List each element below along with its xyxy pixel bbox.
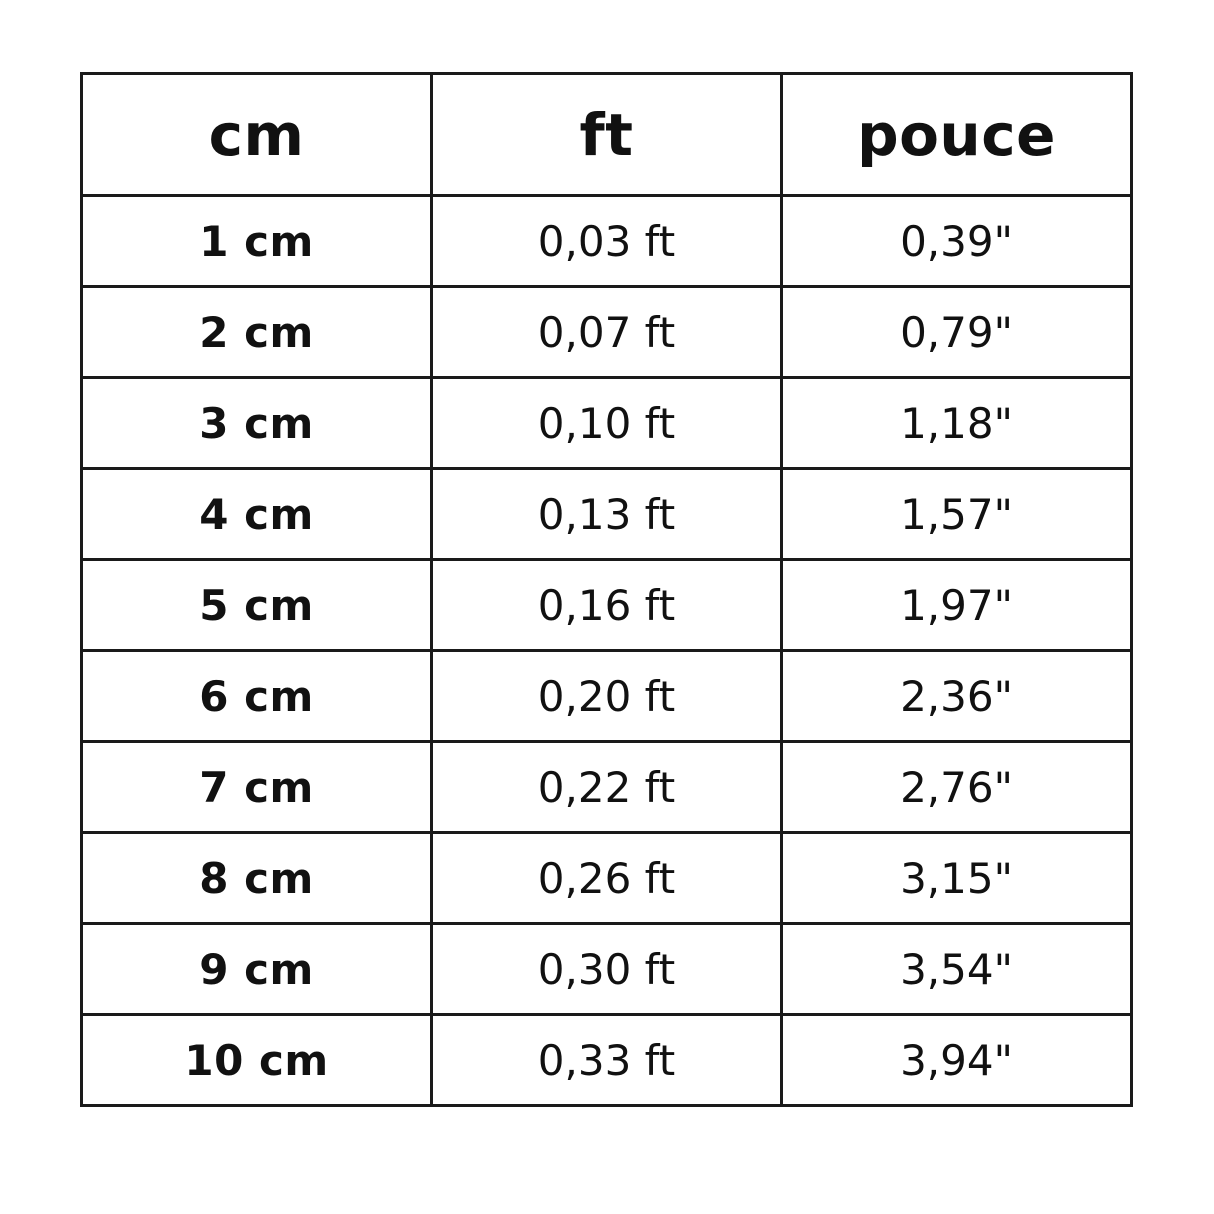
cell-ft: 0,26 ft (432, 833, 782, 924)
table-header (82, 74, 1132, 196)
cell-ft: 0,03 ft (432, 196, 782, 287)
cell-cm: 1 cm (82, 196, 432, 287)
cell-cm: 8 cm (82, 833, 432, 924)
cell-ft: 0,13 ft (432, 469, 782, 560)
header-row (82, 74, 1132, 196)
table-row (82, 196, 1132, 287)
cell-cm: 7 cm (82, 742, 432, 833)
cell-ft: 0,30 ft (432, 924, 782, 1015)
table-row (82, 378, 1132, 469)
cell-pouce: 0,79" (782, 287, 1132, 378)
cell-cm: 6 cm (82, 651, 432, 742)
cell-pouce: 2,76" (782, 742, 1132, 833)
cell-cm: 4 cm (82, 469, 432, 560)
conversion-table (80, 72, 1133, 1107)
column-header-pouce: pouce (782, 74, 1132, 196)
cell-ft: 0,16 ft (432, 560, 782, 651)
cell-pouce: 1,97" (782, 560, 1132, 651)
table-row (82, 924, 1132, 1015)
cell-cm: 5 cm (82, 560, 432, 651)
cell-ft: 0,07 ft (432, 287, 782, 378)
table-row (82, 469, 1132, 560)
cell-ft: 0,10 ft (432, 378, 782, 469)
table-row (82, 742, 1132, 833)
cell-pouce: 1,57" (782, 469, 1132, 560)
cell-pouce: 3,94" (782, 1015, 1132, 1106)
table-row (82, 560, 1132, 651)
table-row (82, 287, 1132, 378)
cell-pouce: 0,39" (782, 196, 1132, 287)
cell-cm: 9 cm (82, 924, 432, 1015)
cell-cm: 10 cm (82, 1015, 432, 1106)
cell-ft: 0,20 ft (432, 651, 782, 742)
table-row (82, 833, 1132, 924)
column-header-ft: ft (432, 74, 782, 196)
cell-ft: 0,33 ft (432, 1015, 782, 1106)
cell-pouce: 3,15" (782, 833, 1132, 924)
table-row (82, 651, 1132, 742)
cell-pouce: 3,54" (782, 924, 1132, 1015)
table-row (82, 1015, 1132, 1106)
table-body (82, 196, 1132, 1106)
cell-pouce: 2,36" (782, 651, 1132, 742)
cell-cm: 2 cm (82, 287, 432, 378)
cell-cm: 3 cm (82, 378, 432, 469)
cell-ft: 0,22 ft (432, 742, 782, 833)
cell-pouce: 1,18" (782, 378, 1132, 469)
column-header-cm: cm (82, 74, 432, 196)
